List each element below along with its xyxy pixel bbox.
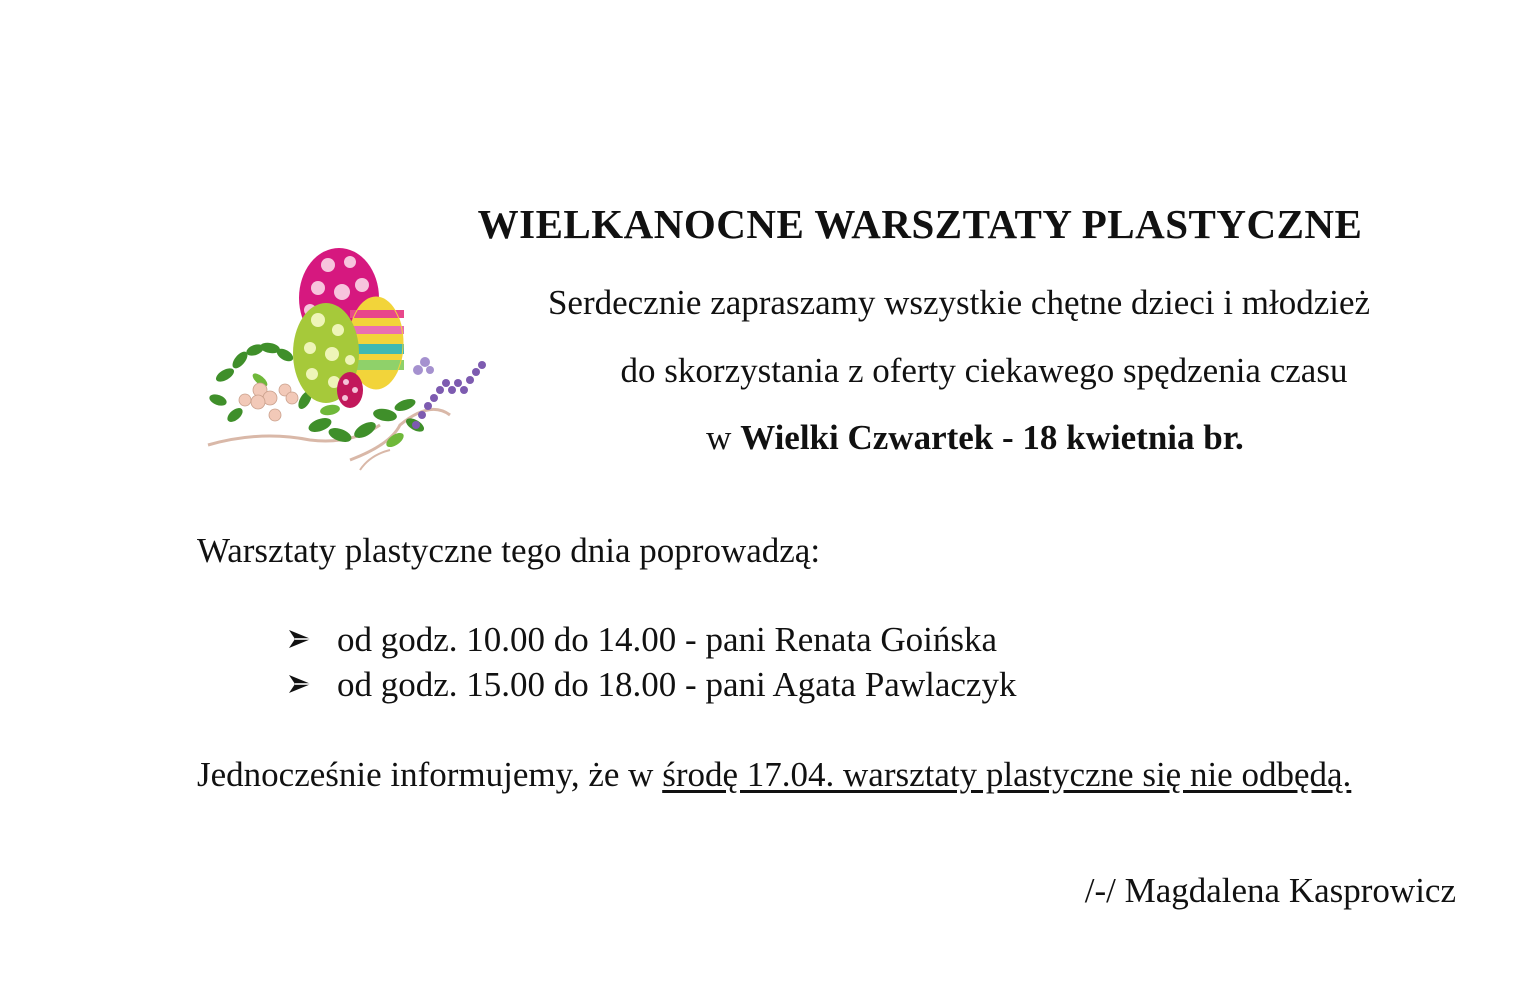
- invitation-line-2: do skorzystania z oferty ciekawego spędzenia czasu: [620, 351, 1348, 390]
- workshops-intro: Warsztaty plastyczne tego dnia poprowadzą:: [197, 531, 821, 570]
- signature: /-/ Magdalena Kasprowicz: [1084, 871, 1456, 910]
- event-date: Wielki Czwartek - 18 kwietnia br.: [740, 418, 1244, 457]
- arrowhead-bullet-icon: [285, 617, 337, 662]
- invitation-line-1: Serdecznie zapraszamy wszystkie chętne dzieci i młodzież: [547, 283, 1371, 322]
- notice-cancelled-date: środę 17.04. warsztaty plastyczne się nie odbędą.: [662, 755, 1352, 794]
- schedule-list: [285, 617, 1016, 707]
- list-item: [285, 662, 1016, 707]
- invitation-line-3-prefix: w: [706, 418, 741, 457]
- arrowhead-bullet-icon: [285, 662, 337, 707]
- schedule-item-text: od godz. 10.00 do 14.00 - pani Renata Goińska: [337, 620, 998, 659]
- cancellation-notice: [197, 750, 1457, 800]
- page-title: WIELKANOCNE WARSZTATY PLASTYCZNE: [477, 201, 1363, 247]
- easter-eggs-icon: [200, 240, 490, 480]
- list-item: [285, 617, 1016, 662]
- invitation-line-3: [560, 415, 1390, 461]
- notice-prefix: Jednocześnie informujemy, że w: [197, 755, 663, 794]
- schedule-item-text: od godz. 15.00 do 18.00 - pani Agata Pawlaczyk: [337, 665, 1017, 704]
- easter-eggs-illustration: [200, 240, 490, 480]
